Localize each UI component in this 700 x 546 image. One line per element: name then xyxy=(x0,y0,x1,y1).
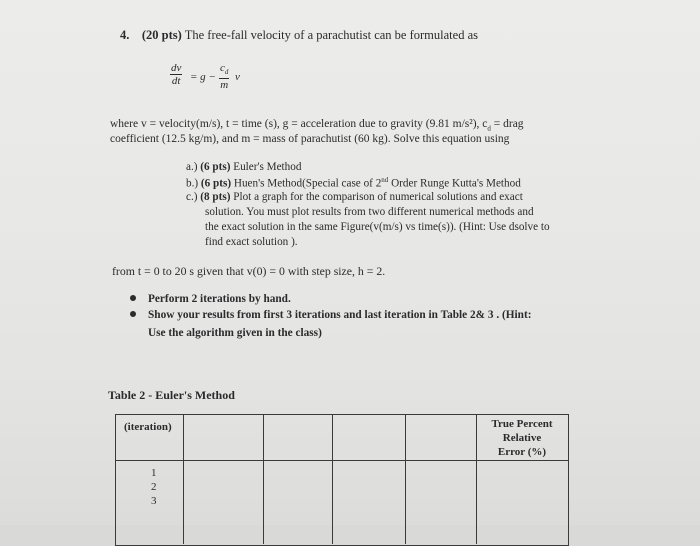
part-c: c.) (8 pts) Plot a graph for the comparison of numerical solutions and exact xyxy=(186,191,523,203)
definitions-line-1: where v = velocity(m/s), t = time (s), g = acceleration due to gravity (9.81 m/s²), $c_d$ = drag xyxy=(110,118,524,133)
iteration-1: 1 xyxy=(151,467,157,479)
iteration-2: 2 xyxy=(151,481,157,493)
part-b: b.) (6 pts) Huen's Method(Special case of 2nd Order Runge Kutta's Method xyxy=(186,176,521,190)
definitions-line-2: coefficient (12.5 kg/m), and m = mass of parachutist (60 kg). Solve this equation using xyxy=(110,133,510,145)
header-iteration: (iteration) xyxy=(124,421,172,433)
part-c-line-3: the exact solution in the same Figure(v(m/s) vs time(s)). (Hint: Use dsolve to xyxy=(205,221,550,233)
lhs-denominator: dt xyxy=(171,75,181,87)
part-c-line-4: find exact solution ). xyxy=(205,236,298,248)
equation-equals-g: = g − xyxy=(190,71,216,83)
bullet-2-cont: Use the algorithm given in the class) xyxy=(148,327,322,339)
part-c-line-2: solution. You must plot results from two different numerical methods and xyxy=(205,206,534,218)
bullet-1: Perform 2 iterations by hand. xyxy=(130,293,291,305)
table-title: Table 2 - Euler's Method xyxy=(108,388,235,402)
bullet-dot-icon xyxy=(130,311,136,317)
problem-number: 4. xyxy=(120,28,130,42)
part-a: a.) (6 pts) Euler's Method xyxy=(186,161,302,173)
problem-intro: The free-fall velocity of a parachutist can be formulated as xyxy=(184,28,478,42)
rhs-numerator: $c_d$ xyxy=(219,62,229,79)
rhs-denominator: m xyxy=(220,79,229,92)
conditions: from t = 0 to 20 s given that v(0) = 0 with step size, h = 2. xyxy=(112,264,386,278)
lhs-numerator: dv xyxy=(171,62,182,74)
iteration-3: 3 xyxy=(151,495,157,507)
equation-rhs-var: v xyxy=(235,71,240,83)
bullet-2: Show your results from first 3 iterations and last iteration in Table 2& 3 . (Hint: xyxy=(130,309,531,321)
bullet-dot-icon xyxy=(130,295,136,301)
table-header-line xyxy=(115,460,568,461)
equation-rhs-fraction xyxy=(219,62,229,91)
equation-lhs xyxy=(170,62,182,87)
header-true-percent-error: True Percent Relative Error (%) xyxy=(491,418,553,458)
problem-heading xyxy=(120,28,478,43)
problem-points: (20 pts) xyxy=(141,28,182,42)
